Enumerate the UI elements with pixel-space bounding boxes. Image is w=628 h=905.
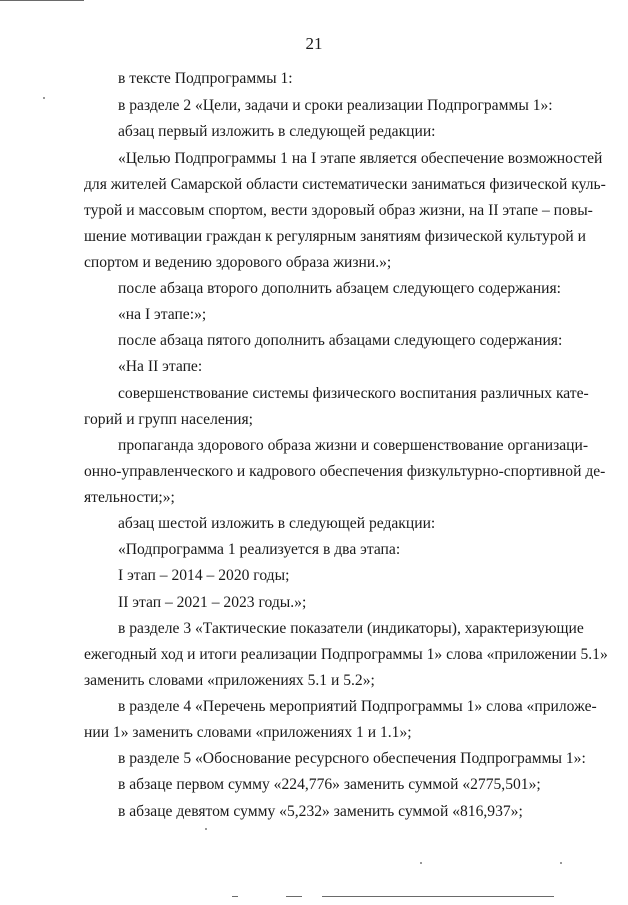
scan-edge-mark	[232, 896, 238, 897]
text-line: «На II этапе:	[118, 358, 203, 375]
scan-edge-mark	[322, 896, 554, 897]
scan-speck	[43, 97, 45, 99]
text-line: абзац шестой изложить в следующей редакции:	[118, 515, 436, 532]
text-line: в абзаце девятом сумму «5,232» заменить суммой «816,937»;	[118, 803, 523, 820]
text-line: пропаганда здорового образа жизни и совершенствование организаци-	[118, 437, 589, 454]
text-line: нии 1» заменить словами «приложениях 1 и 1.1»;	[84, 724, 412, 741]
scan-edge-mark	[286, 896, 302, 897]
scan-speck	[560, 862, 562, 864]
scan-speck	[420, 862, 422, 864]
text-line: после абзаца пятого дополнить абзацами следующего содержания:	[118, 332, 563, 349]
text-line: II этап – 2021 – 2023 годы.»;	[118, 594, 307, 611]
text-line: после абзаца второго дополнить абзацем следующего содержания:	[118, 280, 562, 297]
scan-speck	[205, 828, 207, 830]
text-line: «Целью Подпрограммы 1 на I этапе является обеспечение возможностей	[118, 150, 603, 167]
text-line: в разделе 5 «Обоснование ресурсного обеспечения Подпрограммы 1»:	[118, 750, 586, 767]
text-line: ежегодный ход и итоги реализации Подпрограммы 1» слова «приложении 5.1»	[84, 646, 608, 663]
scan-edge-mark	[0, 0, 84, 1]
text-line: в абзаце первом сумму «224,776» заменить суммой «2775,501»;	[118, 776, 541, 793]
text-line: абзац первый изложить в следующей редакции:	[118, 123, 436, 140]
text-line: I этап – 2014 – 2020 годы;	[118, 567, 290, 584]
text-line: шение мотивации граждан к регулярным занятиям физической культурой и	[84, 228, 586, 245]
text-line: в разделе 3 «Тактические показатели (индикаторы), характеризующие	[118, 620, 584, 637]
text-line: спортом и ведению здорового образа жизни.»;	[84, 254, 392, 271]
text-line: в тексте Подпрограммы 1:	[118, 70, 293, 87]
text-line: онно-управленческого и кадрового обеспечения физкультурно-спортивной де-	[84, 463, 606, 480]
text-line: в разделе 2 «Цели, задачи и сроки реализации Подпрограммы 1»:	[118, 97, 553, 114]
text-line: в разделе 4 «Перечень мероприятий Подпрограммы 1» слова «приложе-	[118, 698, 597, 715]
page-number: 21	[305, 34, 323, 53]
text-line: «на I этапе:»;	[118, 306, 207, 323]
text-line: заменить словами «приложениях 5.1 и 5.2»;	[84, 672, 375, 689]
text-line: для жителей Самарской области систематически заниматься физической куль-	[84, 176, 606, 193]
text-line: ятельности;»;	[84, 489, 175, 506]
text-line: турой и массовым спортом, вести здоровый образ жизни, на II этапе – повы-	[84, 202, 593, 219]
text-line: «Подпрограмма 1 реализуется в два этапа:	[118, 541, 401, 558]
text-line: совершенствование системы физического воспитания различных кате-	[118, 385, 589, 402]
text-line: горий и групп населения;	[84, 411, 254, 428]
